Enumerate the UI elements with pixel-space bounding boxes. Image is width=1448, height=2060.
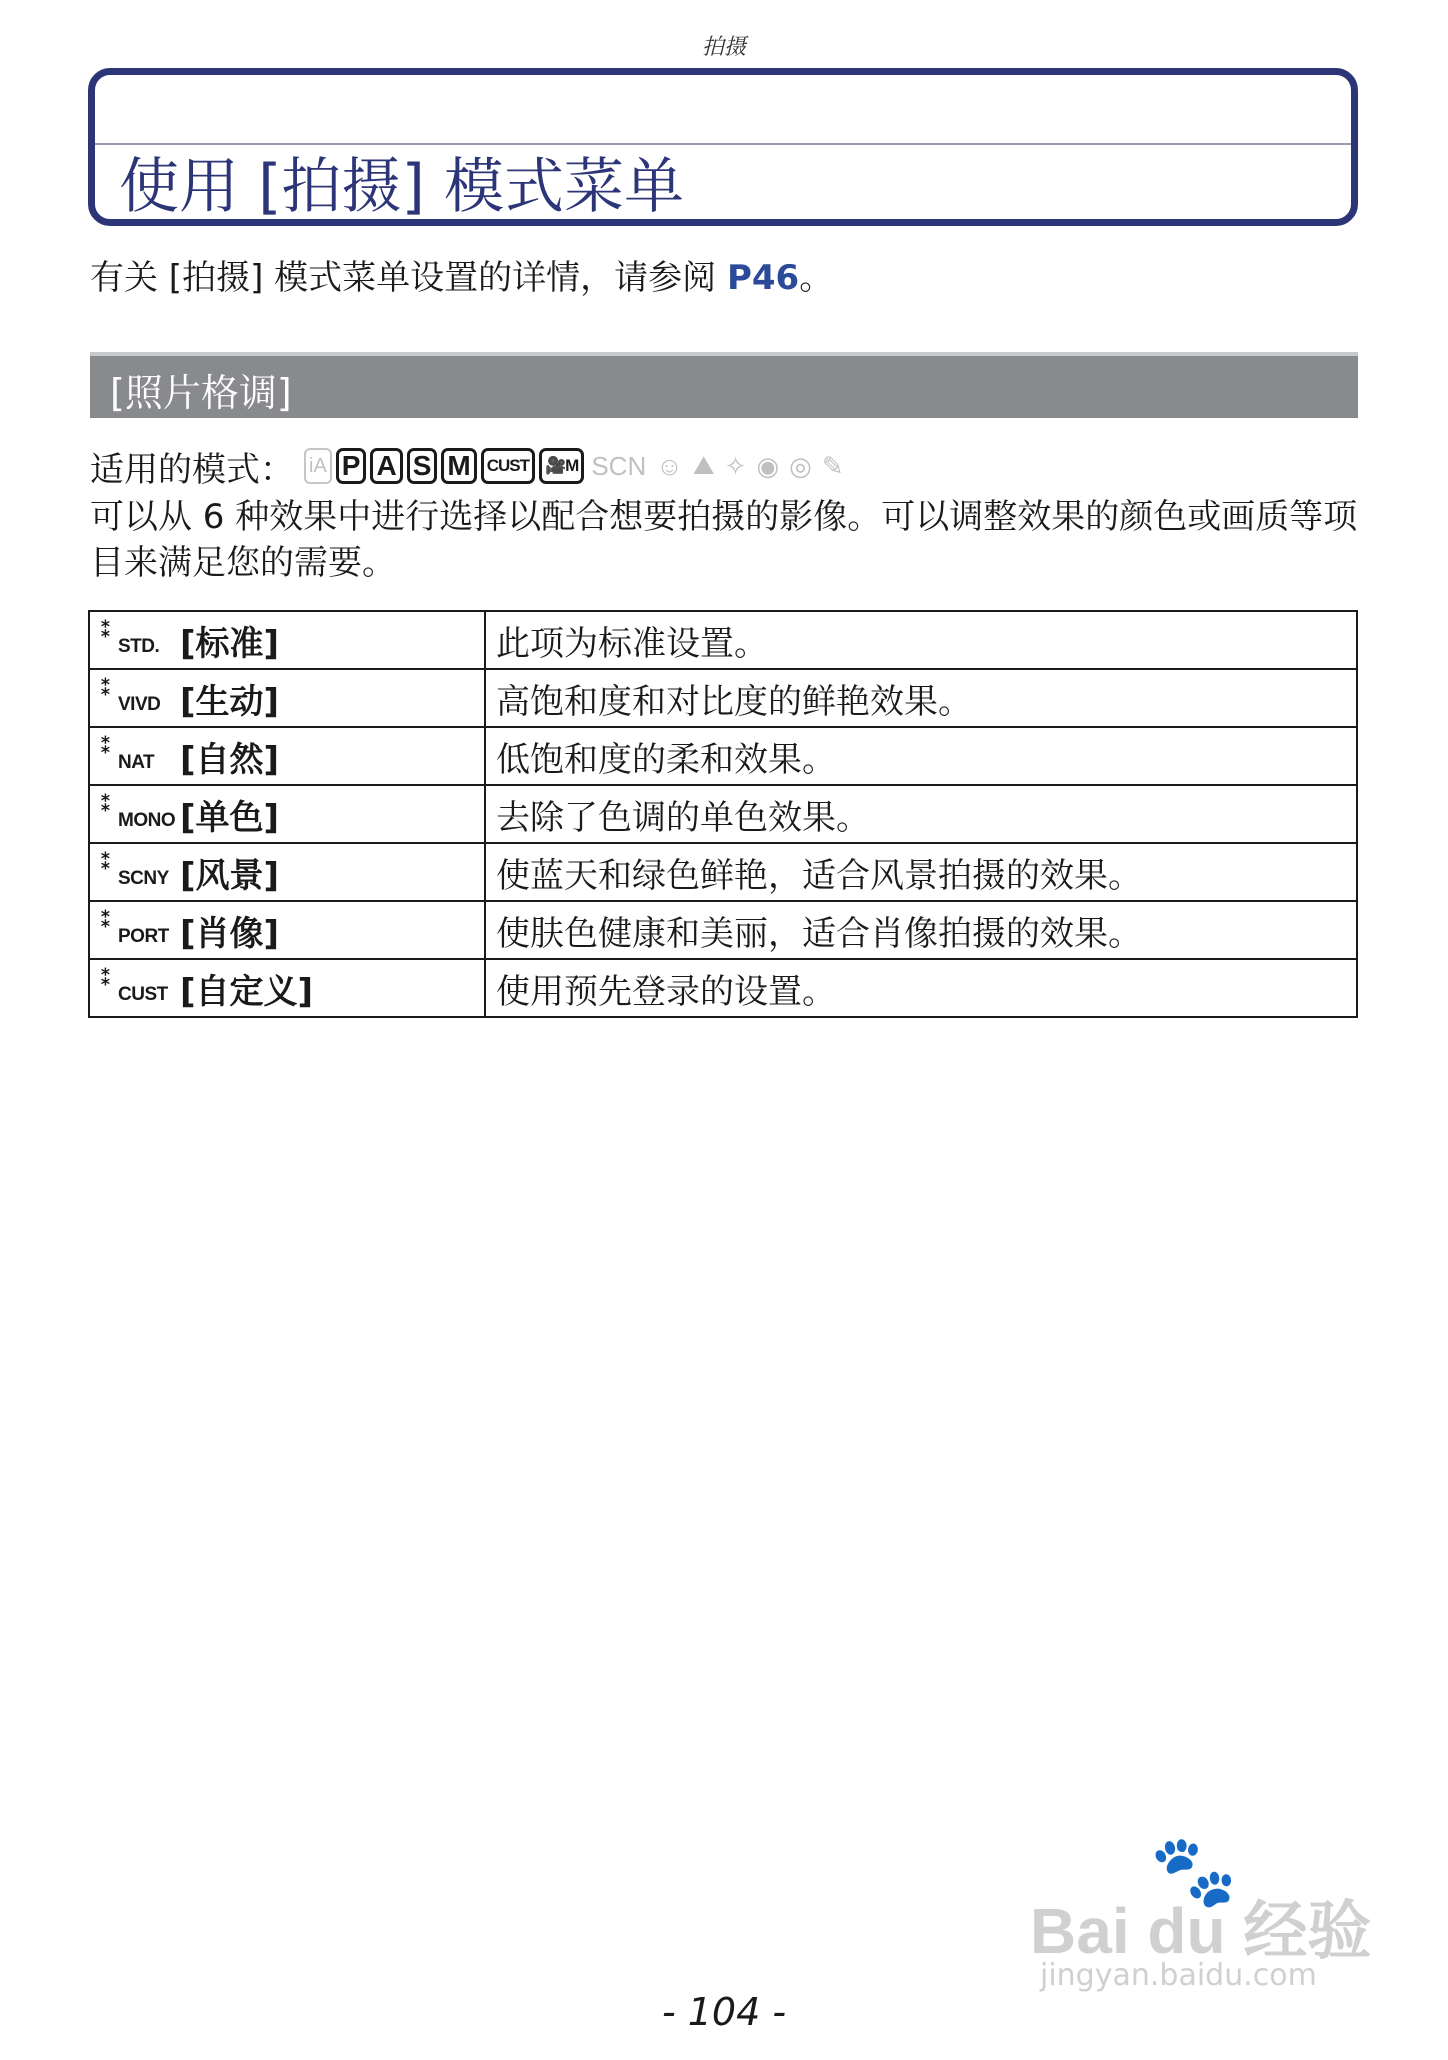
mode-sports-icon: ✧	[724, 450, 747, 481]
effect-name: [肖像]	[180, 913, 280, 954]
section-header	[90, 352, 1358, 418]
section-title: [照片格调]	[110, 371, 292, 415]
table-row	[89, 959, 1357, 1017]
intelligent-auto-icon: iA	[304, 448, 332, 484]
mode-p-icon: P	[336, 448, 367, 484]
effect-name: [风景]	[180, 855, 280, 896]
table-row	[89, 727, 1357, 785]
effect-description: 高饱和度和对比度的鲜艳效果。	[485, 669, 1357, 727]
page-link[interactable]: P46	[726, 258, 800, 298]
mode-cust-icon: CUST	[481, 448, 535, 484]
photo-style-icon	[100, 736, 172, 776]
burst-glyph-icon: ⁑	[100, 908, 112, 933]
running-head: 拍摄	[701, 35, 746, 60]
mode-movie-icon: 🎥M	[539, 448, 584, 484]
effect-name-cell	[89, 843, 485, 901]
burst-glyph-icon: ⁑	[100, 792, 112, 817]
table-row	[89, 669, 1357, 727]
photo-style-icon	[100, 620, 172, 660]
photo-style-icon	[100, 792, 176, 834]
effect-description: 低饱和度的柔和效果。	[485, 727, 1357, 785]
burst-glyph-icon: ⁑	[100, 966, 112, 991]
effect-code: NAT	[118, 752, 155, 773]
intro-tail: 。	[799, 258, 834, 298]
page-title: 使用 [拍摄] 模式菜单	[119, 152, 684, 222]
effect-name-cell	[89, 727, 485, 785]
mode-m-icon: M	[441, 448, 476, 484]
effect-name-cell	[89, 959, 485, 1017]
burst-glyph-icon: ⁑	[100, 676, 112, 701]
photo-style-table	[88, 610, 1358, 1018]
effect-description: 去除了色调的单色效果。	[485, 785, 1357, 843]
mode-icon-list	[304, 448, 851, 484]
table-row	[89, 901, 1357, 959]
effect-code: MONO	[118, 810, 176, 831]
effect-name: [自然]	[180, 739, 280, 780]
effect-name-cell	[89, 901, 485, 959]
mode-scenery-icon: ⛰	[692, 450, 715, 480]
table-row	[89, 785, 1357, 843]
table-row	[89, 843, 1357, 901]
burst-glyph-icon: ⁑	[100, 734, 112, 759]
burst-glyph-icon: ⁑	[100, 618, 112, 643]
table-row	[89, 611, 1357, 669]
effect-name: [标准]	[180, 623, 280, 664]
mode-scn-icon: SCN	[591, 450, 647, 481]
effect-name-cell	[89, 785, 485, 843]
page-number: - 104 -	[661, 1990, 787, 2034]
photo-style-icon	[100, 678, 172, 718]
mode-baby-icon: ◉	[756, 450, 780, 481]
effect-description: 此项为标准设置。	[485, 611, 1357, 669]
baidu-watermark	[1030, 1830, 1370, 2000]
burst-glyph-icon: ⁑	[100, 850, 112, 875]
watermark-url: jingyan.baidu.com	[1040, 1958, 1317, 1993]
title-box	[88, 68, 1358, 226]
mode-a-icon: A	[370, 448, 402, 484]
effect-code: VIVD	[118, 694, 161, 715]
photo-style-icon	[100, 852, 172, 892]
photo-style-icon	[100, 968, 172, 1008]
intro-text	[90, 250, 833, 299]
mode-creative-icon: ✎	[821, 450, 844, 481]
mode-pet-icon: ◎	[789, 450, 812, 481]
effect-code: STD.	[118, 636, 160, 657]
mode-portrait-icon: ☺	[656, 450, 683, 481]
effect-name: [生动]	[180, 681, 280, 722]
effect-code: SCNY	[118, 868, 169, 889]
description: 可以从 6 种效果中进行选择以配合想要拍摄的影像。可以调整效果的颜色或画质等项目来满足您的需要。	[90, 497, 1358, 583]
intro-body: 有关 [拍摄] 模式菜单设置的详情，请参阅	[90, 258, 727, 298]
effect-name: [单色]	[180, 797, 280, 838]
applicable-modes	[90, 444, 851, 488]
effect-name: [自定义]	[180, 971, 314, 1012]
effect-code: CUST	[118, 984, 168, 1005]
effect-description: 使用预先登录的设置。	[485, 959, 1357, 1017]
effect-description: 使蓝天和绿色鲜艳，适合风景拍摄的效果。	[485, 843, 1357, 901]
modes-label: 适用的模式：	[90, 449, 294, 490]
effect-description: 使肤色健康和美丽，适合肖像拍摄的效果。	[485, 901, 1357, 959]
effect-code: PORT	[118, 926, 169, 947]
effect-name-cell	[89, 611, 485, 669]
photo-style-icon	[100, 910, 172, 950]
effect-name-cell	[89, 669, 485, 727]
paw-icon: 🐾	[1150, 1830, 1238, 1912]
watermark-brand: Bai du 经验	[1030, 1895, 1372, 1967]
title-divider	[95, 143, 1351, 145]
mode-s-icon: S	[407, 448, 438, 484]
